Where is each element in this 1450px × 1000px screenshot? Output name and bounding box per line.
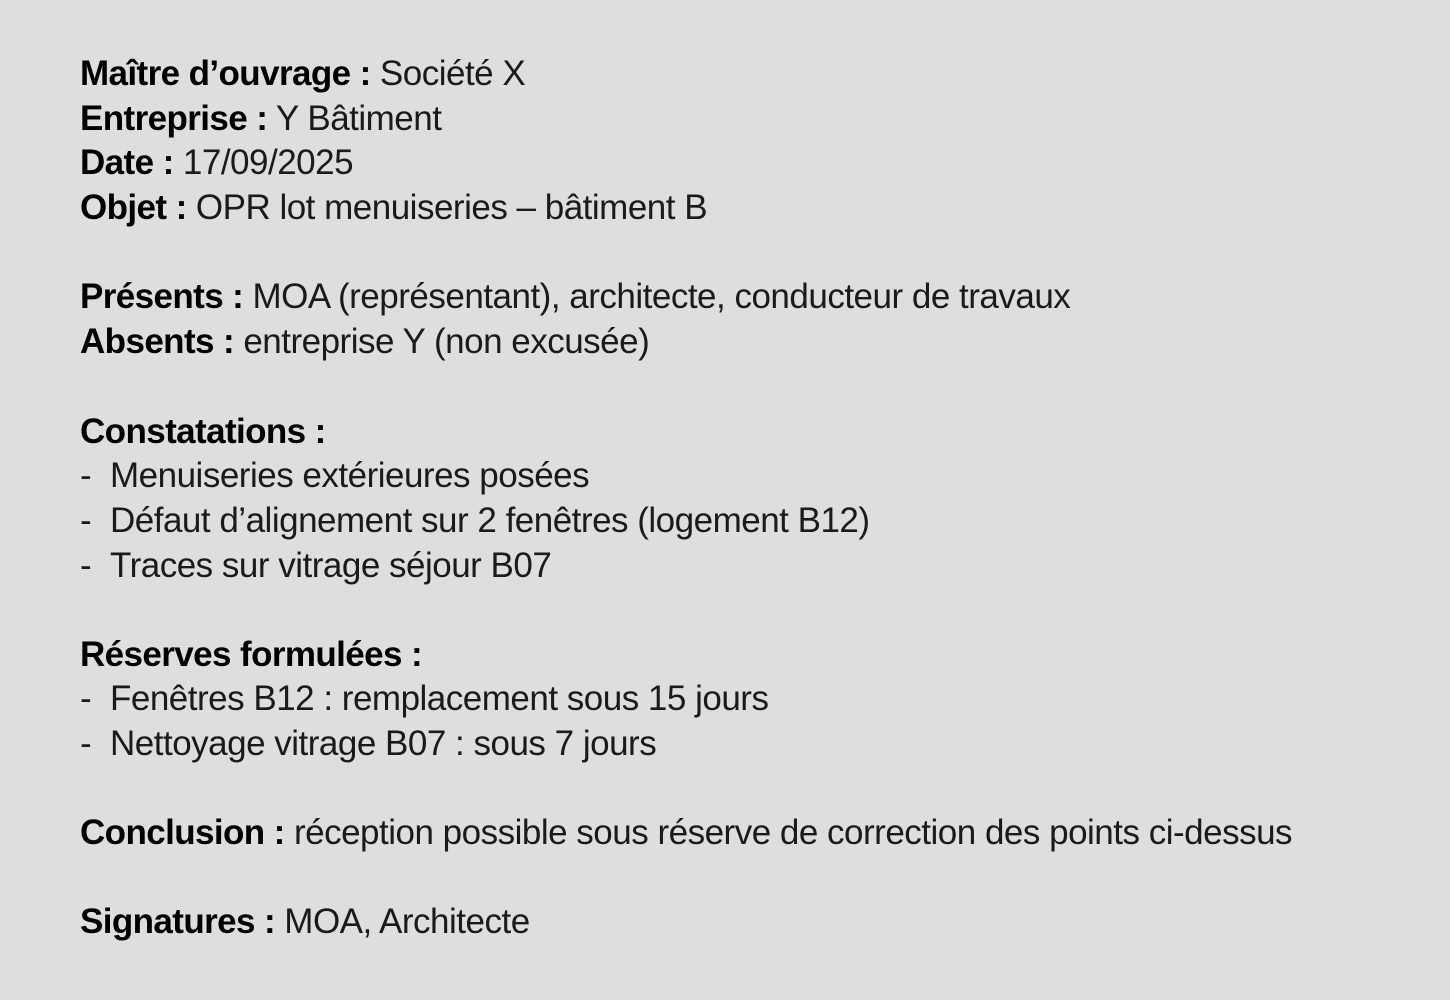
conclusion-value: réception possible sous réserve de correction des points ci-dessus (293, 813, 1293, 853)
date-label: Date : (80, 143, 174, 183)
signatures-line (80, 900, 1410, 945)
presents-line (80, 275, 1410, 320)
conclusion-label: Conclusion : (80, 813, 285, 853)
constatation-item (80, 544, 1410, 589)
spacer (80, 364, 1410, 410)
maitre-ouvrage-value: Société X (379, 54, 526, 93)
maitre-ouvrage-line (80, 52, 1410, 97)
reserve-item (80, 677, 1410, 722)
spacer (80, 856, 1410, 901)
entreprise-label: Entreprise : (80, 98, 268, 138)
reserves-heading-label: Réserves formulées : (80, 634, 423, 674)
objet-value: OPR lot menuiseries – bâtiment B (195, 187, 708, 227)
absents-line (80, 320, 1410, 365)
bullet-dash: - (80, 500, 92, 540)
absents-label: Absents : (80, 321, 235, 361)
entreprise-value: Y Bâtiment (275, 98, 442, 138)
spacer (80, 230, 1410, 275)
constatations-heading-label: Constatations : (80, 411, 326, 451)
reserves-heading (80, 633, 1410, 678)
constatation-item (80, 499, 1410, 544)
bullet-dash: - (80, 723, 92, 763)
bullet-dash: - (80, 456, 92, 496)
constatation-item-text: Traces sur vitrage séjour B07 (110, 545, 552, 585)
spacer (80, 767, 1410, 812)
reserve-item-text: Nettoyage vitrage B07 : sous 7 jours (110, 723, 657, 763)
presents-value: MOA (représentant), architecte, conducteur de travaux (252, 276, 1071, 316)
entreprise-line (80, 97, 1410, 142)
signatures-label: Signatures : (80, 902, 276, 942)
reserve-item (80, 722, 1410, 767)
constatation-item-text: Menuiseries extérieures posées (110, 456, 590, 496)
objet-label: Objet : (80, 187, 187, 227)
constatation-item-text: Défaut d’alignement sur 2 fenêtres (logement B12) (110, 500, 870, 540)
presents-label: Présents : (80, 276, 244, 316)
bullet-dash: - (80, 545, 92, 585)
spacer (80, 588, 1410, 633)
constatation-item (80, 454, 1410, 499)
date-line (80, 141, 1410, 186)
date-value: 17/09/2025 (182, 143, 354, 183)
signatures-value: MOA, Architecte (284, 902, 530, 942)
document-body (80, 52, 1410, 945)
bullet-dash: - (80, 679, 92, 719)
conclusion-line (80, 811, 1410, 856)
constatations-heading (80, 410, 1410, 455)
objet-line (80, 186, 1410, 231)
reserve-item-text: Fenêtres B12 : remplacement sous 15 jours (110, 679, 769, 719)
maitre-ouvrage-label: Maître d’ouvrage : (80, 54, 371, 93)
absents-value: entreprise Y (non excusée) (243, 321, 650, 361)
